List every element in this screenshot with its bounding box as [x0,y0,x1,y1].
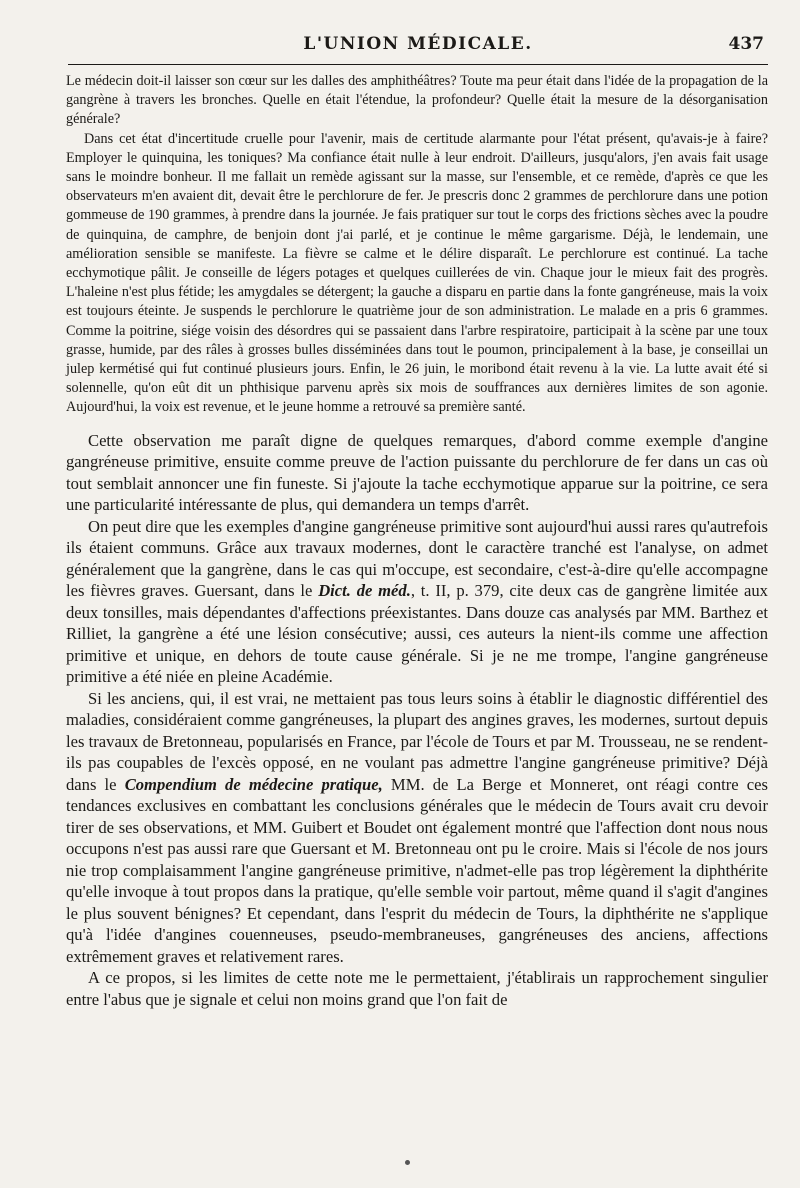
text-run: MM. de La Berge et Monneret, ont réagi contre ces tendances exclusives en combattant les conclusions générales que le médecin de Tours avait cru devoir tirer de ses observations, et MM. Guibert et Boudet ont également montré que l'affection dont nous nous occupons n'est pas aussi rare que Guersant et M. Bretonneau ont pu le croire. Mais si l'école de nos jours nie trop complaisamment l'angine gangréneuse primitive, n'admet-elle pas trop légèrement la diphthérite qu'elle invoque à tout propos dans la pratique, qu'elle semble voir partout, même quand il s'agit d'angines le plus souvent bénignes? Et cependant, dans l'esprit du médecin de Tours, la diphthérite ne s'applique qu'à l'idée d'angines couenneuses, pseudo-membraneuses, gangréneuses des anciens, affections extrêmement graves et relativement rares. [66,774,768,966]
paragraph [66,688,768,968]
paragraph [66,516,768,688]
observation-block [66,72,768,418]
commentary-block [66,430,768,1011]
text-run: On peut dire que les exemples d'angine gangréneuse primitive sont aujourd'hui aussi rares qu'autrefois ils étaient communs. Grâce aux travaux modernes, dont le caractère tranché est l'analyse, on admet généralement que la gangrène, dans le cas qui m'occupe, est secondaire, c'est-à-dire qu'elle accompagne les fièvres graves. Guersant, dans le [66,516,768,601]
text-run: , t. II, p. 379, cite deux cas de gangrène limitée aux deux tonsilles, mais dépendantes d'affections préexistantes. Dans douze cas analysés par MM. Barthez et Rilliet, la gangrène a été une lésion consécutive; aussi, ces auteurs la nient-ils comme une affection primitive et unique, en dehors de toute cause générale. Si je ne me trompe, l'angine gangréneuse primitive a été niée en pleine Académie. [66,581,768,687]
page-header [68,30,768,60]
small-paragraph: Le médecin doit-il laisser son cœur sur les dalles des amphithéâtres? Toute ma peur était dans l'idée de la propagation de la gangrène à travers les bronches. Quelle en était l'étendue, la profondeur? Quelle était la mesure de la désorganisation générale? [66,73,768,128]
running-title: L'UNION MÉDICALE. [303,34,533,54]
header-rule [68,64,768,65]
paragraph: Cette observation me paraît digne de quelques remarques, d'abord comme exemple d'angine gangréneuse primitive, ensuite comme preuve de l'action puissante du perchlorure de fer dans un cas où tout semblait annoncer une fin funeste. Si j'ajoute la tache ecchymotique apparue sur la poitrine, ce sera une particularité intéressante de plus, qui demandera un temps d'arrêt. [66,430,768,515]
page-number: 437 [728,34,764,54]
citation-italic: Dict. de méd. [318,581,411,601]
small-paragraph: Dans cet état d'incertitude cruelle pour l'avenir, mais de certitude alarmante pour l'état présent, qu'avais-je à faire? Employer le quinquina, les toniques? Ma confiance était nulle à leur endroit. D'ailleurs, jusqu'alors, j'en avais fait usage sans le moindre bonheur. Il me fallait un remède agissant sur la masse, sur l'ensemble, et ce remède, d'après ce que les observateurs m'en avaient dit, devait être le perchlorure de fer. Je prescris donc 2 grammes de perchlorure dans une potion gommeuse de 190 grammes, à prendre dans la journée. Je fais pratiquer sur tout le corps des frictions sèches avec la poudre de quinquina, de camphre, de benjoin dont j'ai parlé, et je continue le même gargarisme. Déjà, le lendemain, une amélioration sensible se manifeste. La fièvre se calme et le délire disparaît. Le perchlorure est continué. La tache ecchymotique pâlit. Je conseille de légers potages et quelques cuillerées de vin. Chaque jour le mieux fait des progrès. L'haleine n'est plus fétide; les amygdales se détergent; la gauche a disparu en partie dans la fonte gangréneuse, mais la voix est toujours éteinte. Je suspends le perchlorure le quatrième jour de son administration. Le malade en a pris 6 grammes. Comme la poitrine, siége voisin des désordres qui se passaient dans l'arbre respiratoire, participait à la scène par une toux grasse, humide, par des râles à grosses bulles disséminées dans tout le poumon, principalement à la base, je conseillai un julep kermétisé qui fut continué plusieurs jours. Enfin, le 26 juin, le moribond était revenu à la vie. La lutte avait été si solennelle, qu'on eût dit un phthisique parvenu après six mois de souffrances aux dernières limites de son agonie. Aujourd'hui, la voix est revenue, et le jeune homme a retrouvé sa première santé. [66,130,768,416]
citation-italic: Compendium de médecine pratique, [124,774,383,794]
text-run: Si les anciens, qui, il est vrai, ne mettaient pas tous leurs soins à établir le diagnostic différentiel des maladies, considéraient comme gangréneuses, la plupart des angines graves, les modernes, surtout depuis les travaux de Bretonneau, popularisés en France, par l'école de Tours et par M. Trousseau, ne se rendent-ils pas coupables de l'excès opposé, en ne voulant pas admettre l'angine gangréneuse primitive? Déjà dans le [66,688,768,794]
article-body [66,72,768,1010]
printer-mark [405,1160,410,1165]
paragraph: A ce propos, si les limites de cette note me le permettaient, j'établirais un rapprochement singulier entre l'abus que je signale et celui non moins grand que l'on fait de [66,968,768,1009]
